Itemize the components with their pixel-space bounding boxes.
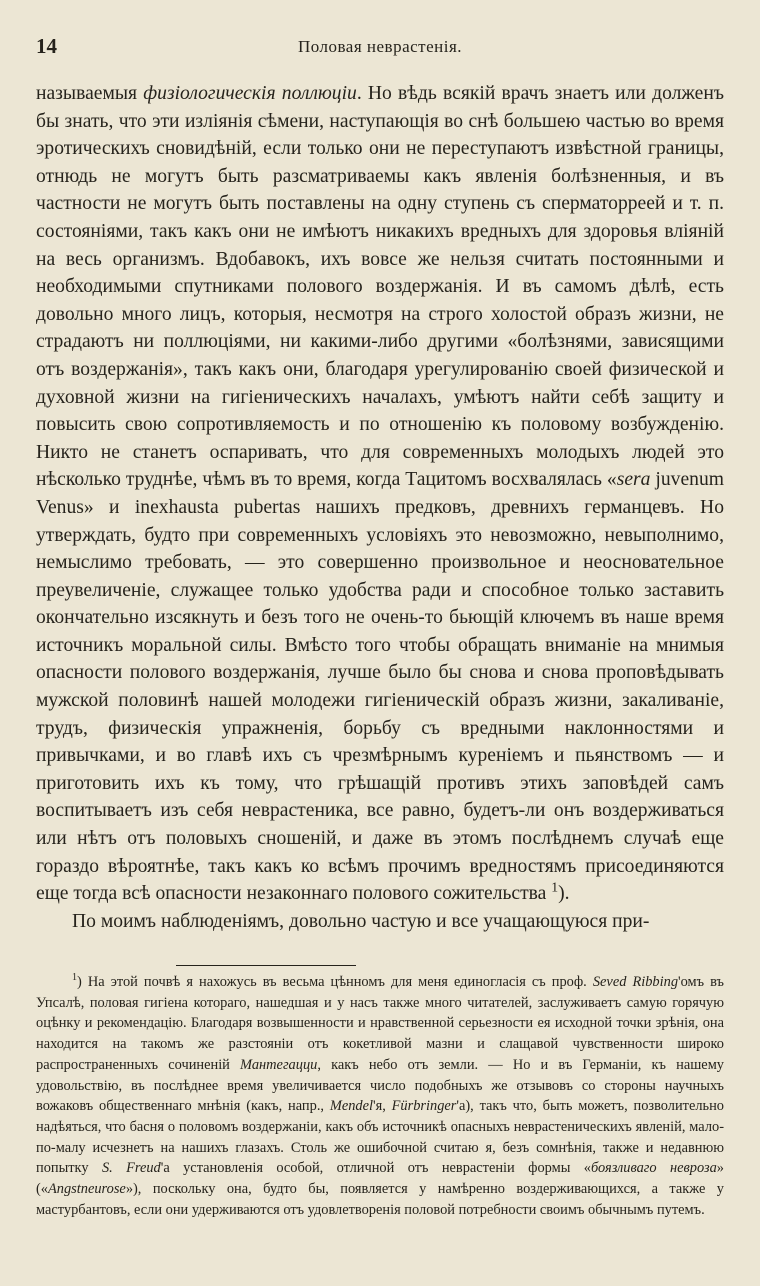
footnote-marker: 1 xyxy=(72,972,78,984)
footnote-reference[interactable]: 1 xyxy=(551,879,559,895)
footnote xyxy=(36,972,724,1220)
text-run: » (« xyxy=(36,1160,724,1198)
footnote-divider xyxy=(176,965,356,966)
text-run: ). xyxy=(558,883,570,905)
cited-name: Мантегацци xyxy=(240,1056,318,1073)
cited-name: Fürbringer xyxy=(391,1098,457,1115)
text-run: »), поскольку она, будто бы, появляется у намѣренно воздерживающихся, а также у мастурбантовъ, если они удерживаются отъ удовлетворенія половой потребности своимъ обычнымъ путемъ. xyxy=(36,1181,724,1218)
running-title: Половая неврастенія. xyxy=(297,37,463,56)
emphasis-term: физiологическiя поллюцiи xyxy=(143,83,357,104)
text-run: . Но вѣдь всякій врачъ знаетъ или долженъ бы знать, что эти изліянія сѣмени, наступающія во снѣ большею частью во время эротическихъ сновидѣній, если только они не переступаютъ извѣстной границы, отнюдь не могутъ быть разсматриваемы какъ явленія болѣзненныя, и въ частности не могутъ быть поставлены на одну ступень съ сперматорреей и т. п. состояніями, такъ какъ они не имѣютъ никакихъ вредныхъ для здоровья вліяній на весь организмъ. Вдобавокъ, ихъ вовсе же нельзя считать постоянными и необходимыми спутниками полового воздержанія. И въ самомъ дѣлѣ, есть довольно много лицъ, которыя, несмотря на строго холостой образъ жизни, не страдаютъ ни поллюціями, ни какими-либо другими «болѣзнями, зависящими отъ воздержанія», такъ какъ они, благодаря урегулированію своей физической и духовной жизни на гигіеническихъ началахъ, умѣютъ найти себѣ защиту и повысить свою сопротивляемость и по отношенію къ половому возбужденію. Никто не станетъ оспаривать, что для современныхъ молодыхъ людей это нѣсколько труднѣе, чѣмъ въ то время, когда Тацитомъ восхвалялась « xyxy=(36,83,724,491)
running-header xyxy=(36,34,724,60)
text-run: 'омъ въ Упсалѣ, половая гигіена котораго, нашедшая и у насъ также много читателей, заслуживаетъ самую горячую оцѣнку и рекомендацію. Благодаря возвышенности и нравственной серьезности ея исходной точки зрѣнія, она находится на такомъ же разстояніи отъ кокетливой мазни и слащавой чувственности широко распространенныхъ сочиненій xyxy=(36,974,725,1073)
text-run: ) На этой почвѣ я нахожусь въ весьма цѣнномъ для меня единогласія съ проф. xyxy=(77,974,593,990)
text-run: 'а), такъ что, быть можетъ, позволительно надѣяться, что басня о половомъ воздержаніи, какъ объ источникѣ опасныхъ неврастеническихъ явленій, мало-по-малу исчезнетъ на нашихъ глазахъ. Столь же ошибочной считаю я, безъ сомнѣнія, также и недавнюю попытку xyxy=(36,1098,724,1177)
cited-name: Seved Ribbing xyxy=(592,974,679,990)
cited-name: Mendel xyxy=(329,1098,373,1115)
body-paragraph xyxy=(36,80,724,908)
emphasis-term: sera xyxy=(616,469,651,491)
text-run: 'я, xyxy=(373,1098,392,1115)
main-text xyxy=(36,80,724,935)
page-number: 14 xyxy=(36,34,57,58)
cited-name: S. Freud xyxy=(101,1160,161,1177)
text-run: juvenum Venus» и inexhausta pubertas нашихъ предковъ, древнихъ германцевъ. Но утверждать, будто при современныхъ условіяхъ это невозможно, невыполнимо, немыслимо требовать, — это совершенно произвольное и неосновательное преувеличеніе, служащее только удобства ради и способное только заставить окончательно изсякнуть и безъ того не очень-то бьющій ключемъ въ наше время источникъ моральной силы. Вмѣсто того чтобы обращать вниманіе на мнимыя опасности полового воздержанія, лучше было бы снова и снова проповѣдывать мужской половинѣ нашей молодежи гигіеническій образъ жизни, закаливаніе, трудъ, физическія упражненія, борьбу съ вредными наклонностями и привычками, и во главѣ ихъ съ чрезмѣрнымъ куреніемъ и пьянствомъ — и приготовить ихъ къ тому, что грѣшащій противъ этихъ заповѣдей самъ воспитываетъ изъ себя неврастеника, все равно, будетъ-ли онъ воздерживаться или нѣтъ отъ половыхъ сношеній, и даже въ этомъ послѣднемъ случаѣ еще гораздо вѣроятнѣе, такъ какъ ко всѣмъ прочимъ вредностямъ присоединяются еще тогда всѣ опасности незаконнаго полового сожительства xyxy=(36,469,724,905)
text-run: 'а установленія особой, отличной отъ неврастеніи формы « xyxy=(160,1160,591,1177)
emphasis-term: боязливаго невроза xyxy=(591,1160,717,1177)
emphasis-term: Angstneurose xyxy=(48,1181,126,1198)
body-paragraph: По моимъ наблюденіямъ, довольно частую и все учащающуюся при- xyxy=(72,910,650,932)
text-run: , какъ небо отъ земли. — Но и въ Германіи, къ нашему удовольствію, въ послѣднее время увеличивается число подобныхъ же отзывовъ со стороны научныхъ вожаковъ общественнаго мнѣнія (какъ, напр., xyxy=(36,1056,724,1115)
footnote-section xyxy=(36,972,724,1220)
text-run: называемыя xyxy=(36,83,144,104)
